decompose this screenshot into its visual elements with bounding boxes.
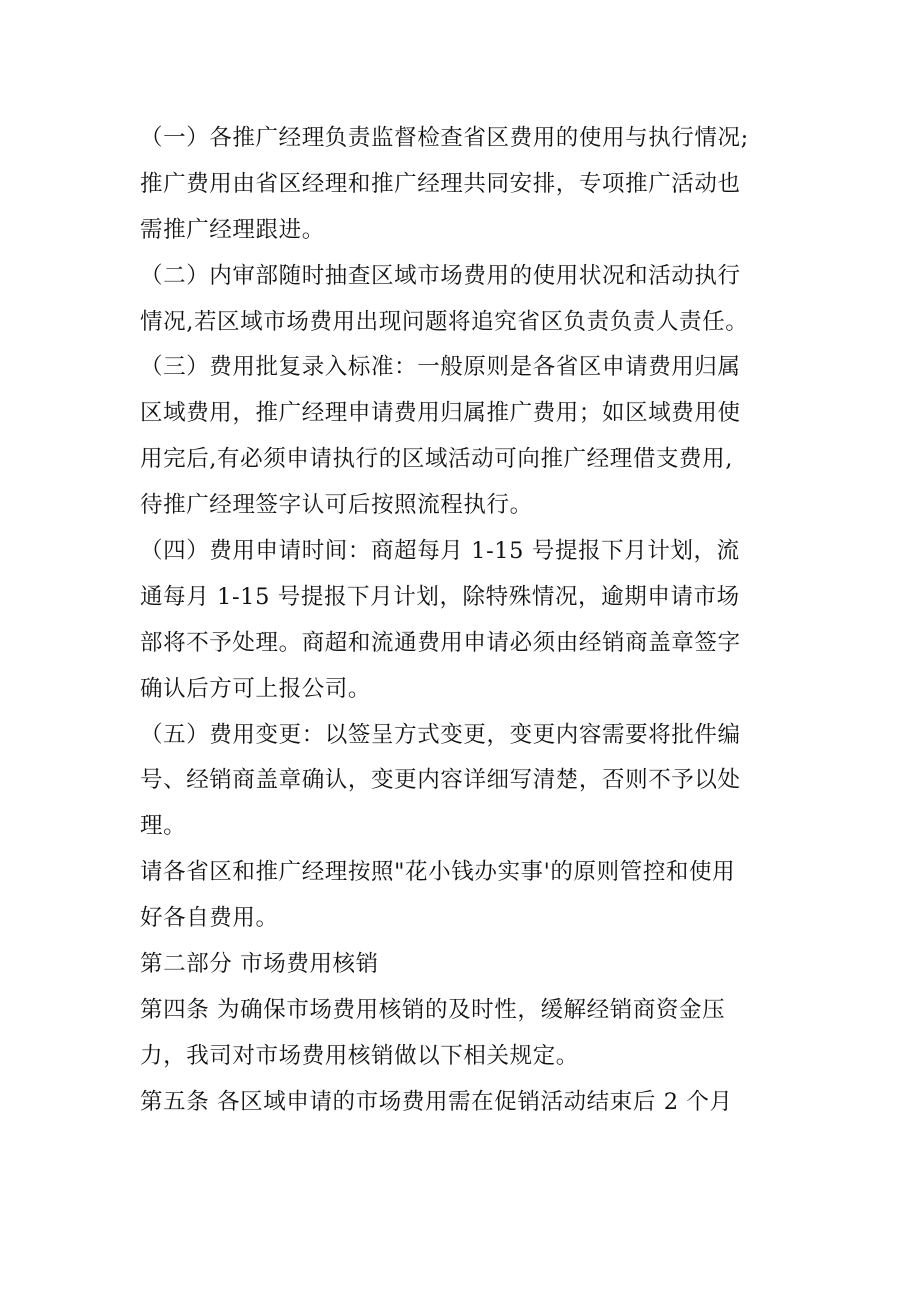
text-line-15: 号、经销商盖章确认，变更内容详细写清楚，否则不予以处 bbox=[140, 767, 741, 794]
text-line-4: （二）内审部随时抽查区域市场费用的使用状况和活动执行 bbox=[140, 262, 741, 289]
text-line-1: （一）各推广经理负责监督检查省区费用的使用与执行情况; bbox=[140, 125, 749, 151]
text-line-21: 力，我司对市场费用核销做以下相关规定。 bbox=[140, 1042, 579, 1069]
section-heading: 第二部分 市场费用核销 bbox=[140, 951, 379, 978]
text-line-22: 第五条 各区域申请的市场费用需在促销活动结束后 2 个月 bbox=[140, 1088, 733, 1115]
text-line-10: （四）费用申请时间：商超每月 1-15 号提报下月计划，流 bbox=[140, 538, 740, 565]
text-line-18: 好各自费用。 bbox=[140, 905, 279, 932]
text-line-6: （三）费用批复录入标准：一般原则是各省区申请费用归属 bbox=[140, 354, 741, 381]
text-line-7: 区域费用，推广经理申请费用归属推广费用；如区域费用使 bbox=[140, 400, 741, 427]
document-body bbox=[140, 116, 785, 1126]
text-line-20: 第四条 为确保市场费用核销的及时性，缓解经销商资金压 bbox=[140, 996, 726, 1023]
text-line-11: 通每月 1-15 号提报下月计划，除特殊情况，逾期申请市场 bbox=[140, 583, 740, 610]
text-line-16: 理。 bbox=[140, 813, 187, 840]
text-line-17: 请各省区和推广经理按照"花小钱办实事'的原则管控和使用 bbox=[140, 859, 736, 886]
text-line-3: 需推广经理跟进。 bbox=[140, 216, 325, 243]
text-line-9: 待推广经理签字认可后按照流程执行。 bbox=[140, 492, 533, 519]
text-line-13: 确认后方可上报公司。 bbox=[140, 675, 372, 702]
text-line-12: 部将不予处理。商超和流通费用申请必须由经销商盖章签字 bbox=[140, 629, 741, 656]
text-line-5: 情况,若区域市场费用出现问题将追究省区负责负责人责任。 bbox=[140, 308, 749, 335]
text-line-8: 用完后,有必须申请执行的区域活动可向推广经理借支费用, bbox=[140, 446, 734, 473]
text-line-2: 推广费用由省区经理和推广经理共同安排，专项推广活动也 bbox=[140, 170, 741, 197]
text-line-14: （五）费用变更：以签呈方式变更，变更内容需要将批件编 bbox=[140, 721, 741, 748]
